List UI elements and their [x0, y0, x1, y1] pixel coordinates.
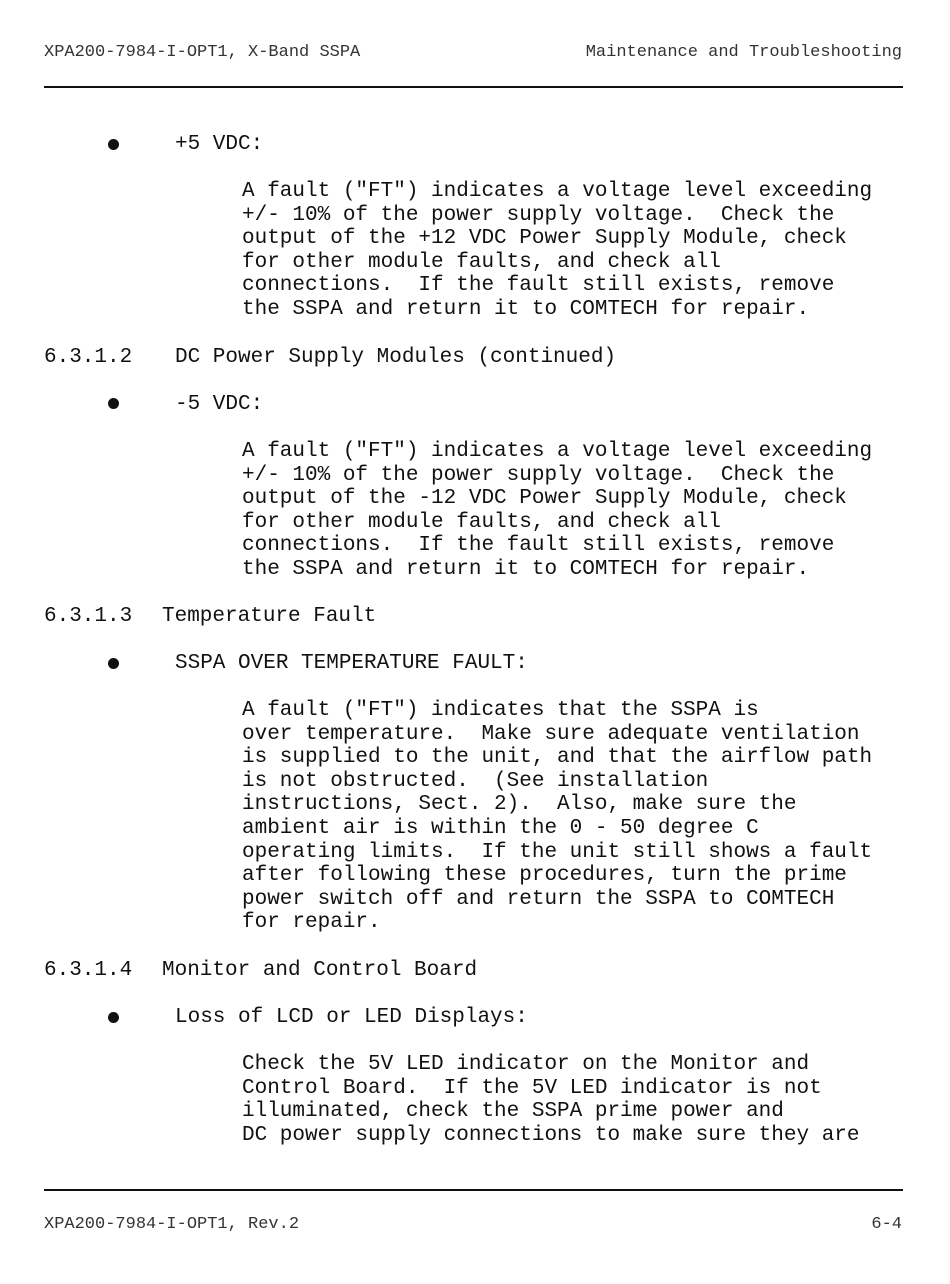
bullet-label-minus5vdc: -5 VDC:	[175, 393, 264, 416]
footer-rule	[44, 1189, 903, 1191]
text-line: is not obstructed. (See installation	[242, 769, 709, 793]
text-line: over temperature. Make sure adequate ventilation	[242, 722, 860, 746]
bullet-label-loss-of-displays: Loss of LCD or LED Displays:	[175, 1006, 528, 1029]
running-header-right: Maintenance and Troubleshooting	[585, 43, 902, 62]
text-line: connections. If the fault still exists, remove	[242, 274, 835, 298]
paragraph-over-temperature	[242, 699, 912, 935]
section-title-monitor-and-control-board: Monitor and Control Board	[162, 959, 478, 982]
text-line: DC power supply connections to make sure they are	[242, 1123, 860, 1147]
bullet-label-over-temperature: SSPA OVER TEMPERATURE FAULT:	[175, 652, 528, 675]
text-line: for repair.	[242, 911, 381, 935]
text-line: A fault ("FT") indicates that the SSPA is	[242, 699, 759, 722]
text-line: after following these procedures, turn the prime	[242, 864, 847, 888]
text-line: for other module faults, and check all	[242, 250, 721, 274]
text-line: +/- 10% of the power supply voltage. Check the	[242, 203, 835, 227]
bullet-icon	[108, 139, 119, 150]
bullet-icon	[108, 398, 119, 409]
text-line: connections. If the fault still exists, remove	[242, 534, 835, 558]
text-line: output of the -12 VDC Power Supply Module, check	[242, 487, 847, 511]
text-line: operating limits. If the unit still shows a fault	[242, 840, 873, 864]
text-line: for other module faults, and check all	[242, 510, 721, 534]
bullet-icon	[108, 658, 119, 669]
bullet-label-plus5vdc: +5 VDC:	[175, 133, 264, 156]
text-line: the SSPA and return it to COMTECH for repair.	[242, 557, 810, 581]
text-line: A fault ("FT") indicates a voltage level exceeding	[242, 180, 873, 203]
text-line: illuminated, check the SSPA prime power and	[242, 1100, 784, 1124]
section-title-dc-power-supply-modules: DC Power Supply Modules (continued)	[175, 346, 617, 369]
running-footer-left: XPA200-7984-I-OPT1, Rev.2	[44, 1215, 300, 1234]
header-rule	[44, 86, 903, 88]
text-line: +/- 10% of the power supply voltage. Check the	[242, 463, 835, 487]
text-line: output of the +12 VDC Power Supply Module, check	[242, 227, 847, 251]
section-number-6-3-1-2: 6.3.1.2	[44, 346, 133, 369]
text-line: instructions, Sect. 2). Also, make sure the	[242, 793, 797, 817]
text-line: Check the 5V LED indicator on the Monitor and	[242, 1053, 810, 1076]
text-line: is supplied to the unit, and that the airflow path	[242, 746, 873, 770]
section-title-temperature-fault: Temperature Fault	[162, 605, 377, 628]
text-line: ambient air is within the 0 - 50 degree C	[242, 816, 759, 840]
paragraph-loss-of-displays	[242, 1053, 912, 1147]
section-number-6-3-1-4: 6.3.1.4	[44, 959, 133, 982]
text-line: A fault ("FT") indicates a voltage level exceeding	[242, 440, 873, 463]
text-line: power switch off and return the SSPA to COMTECH	[242, 887, 835, 911]
paragraph-plus5vdc	[242, 180, 912, 322]
page-number: 6-4	[871, 1215, 902, 1234]
text-line: the SSPA and return it to COMTECH for repair.	[242, 297, 810, 321]
section-number-6-3-1-3: 6.3.1.3	[44, 605, 133, 628]
bullet-icon	[108, 1012, 119, 1023]
paragraph-minus5vdc	[242, 440, 912, 582]
text-line: Control Board. If the 5V LED indicator is not	[242, 1076, 822, 1100]
running-header-left: XPA200-7984-I-OPT1, X-Band SSPA	[44, 43, 361, 62]
